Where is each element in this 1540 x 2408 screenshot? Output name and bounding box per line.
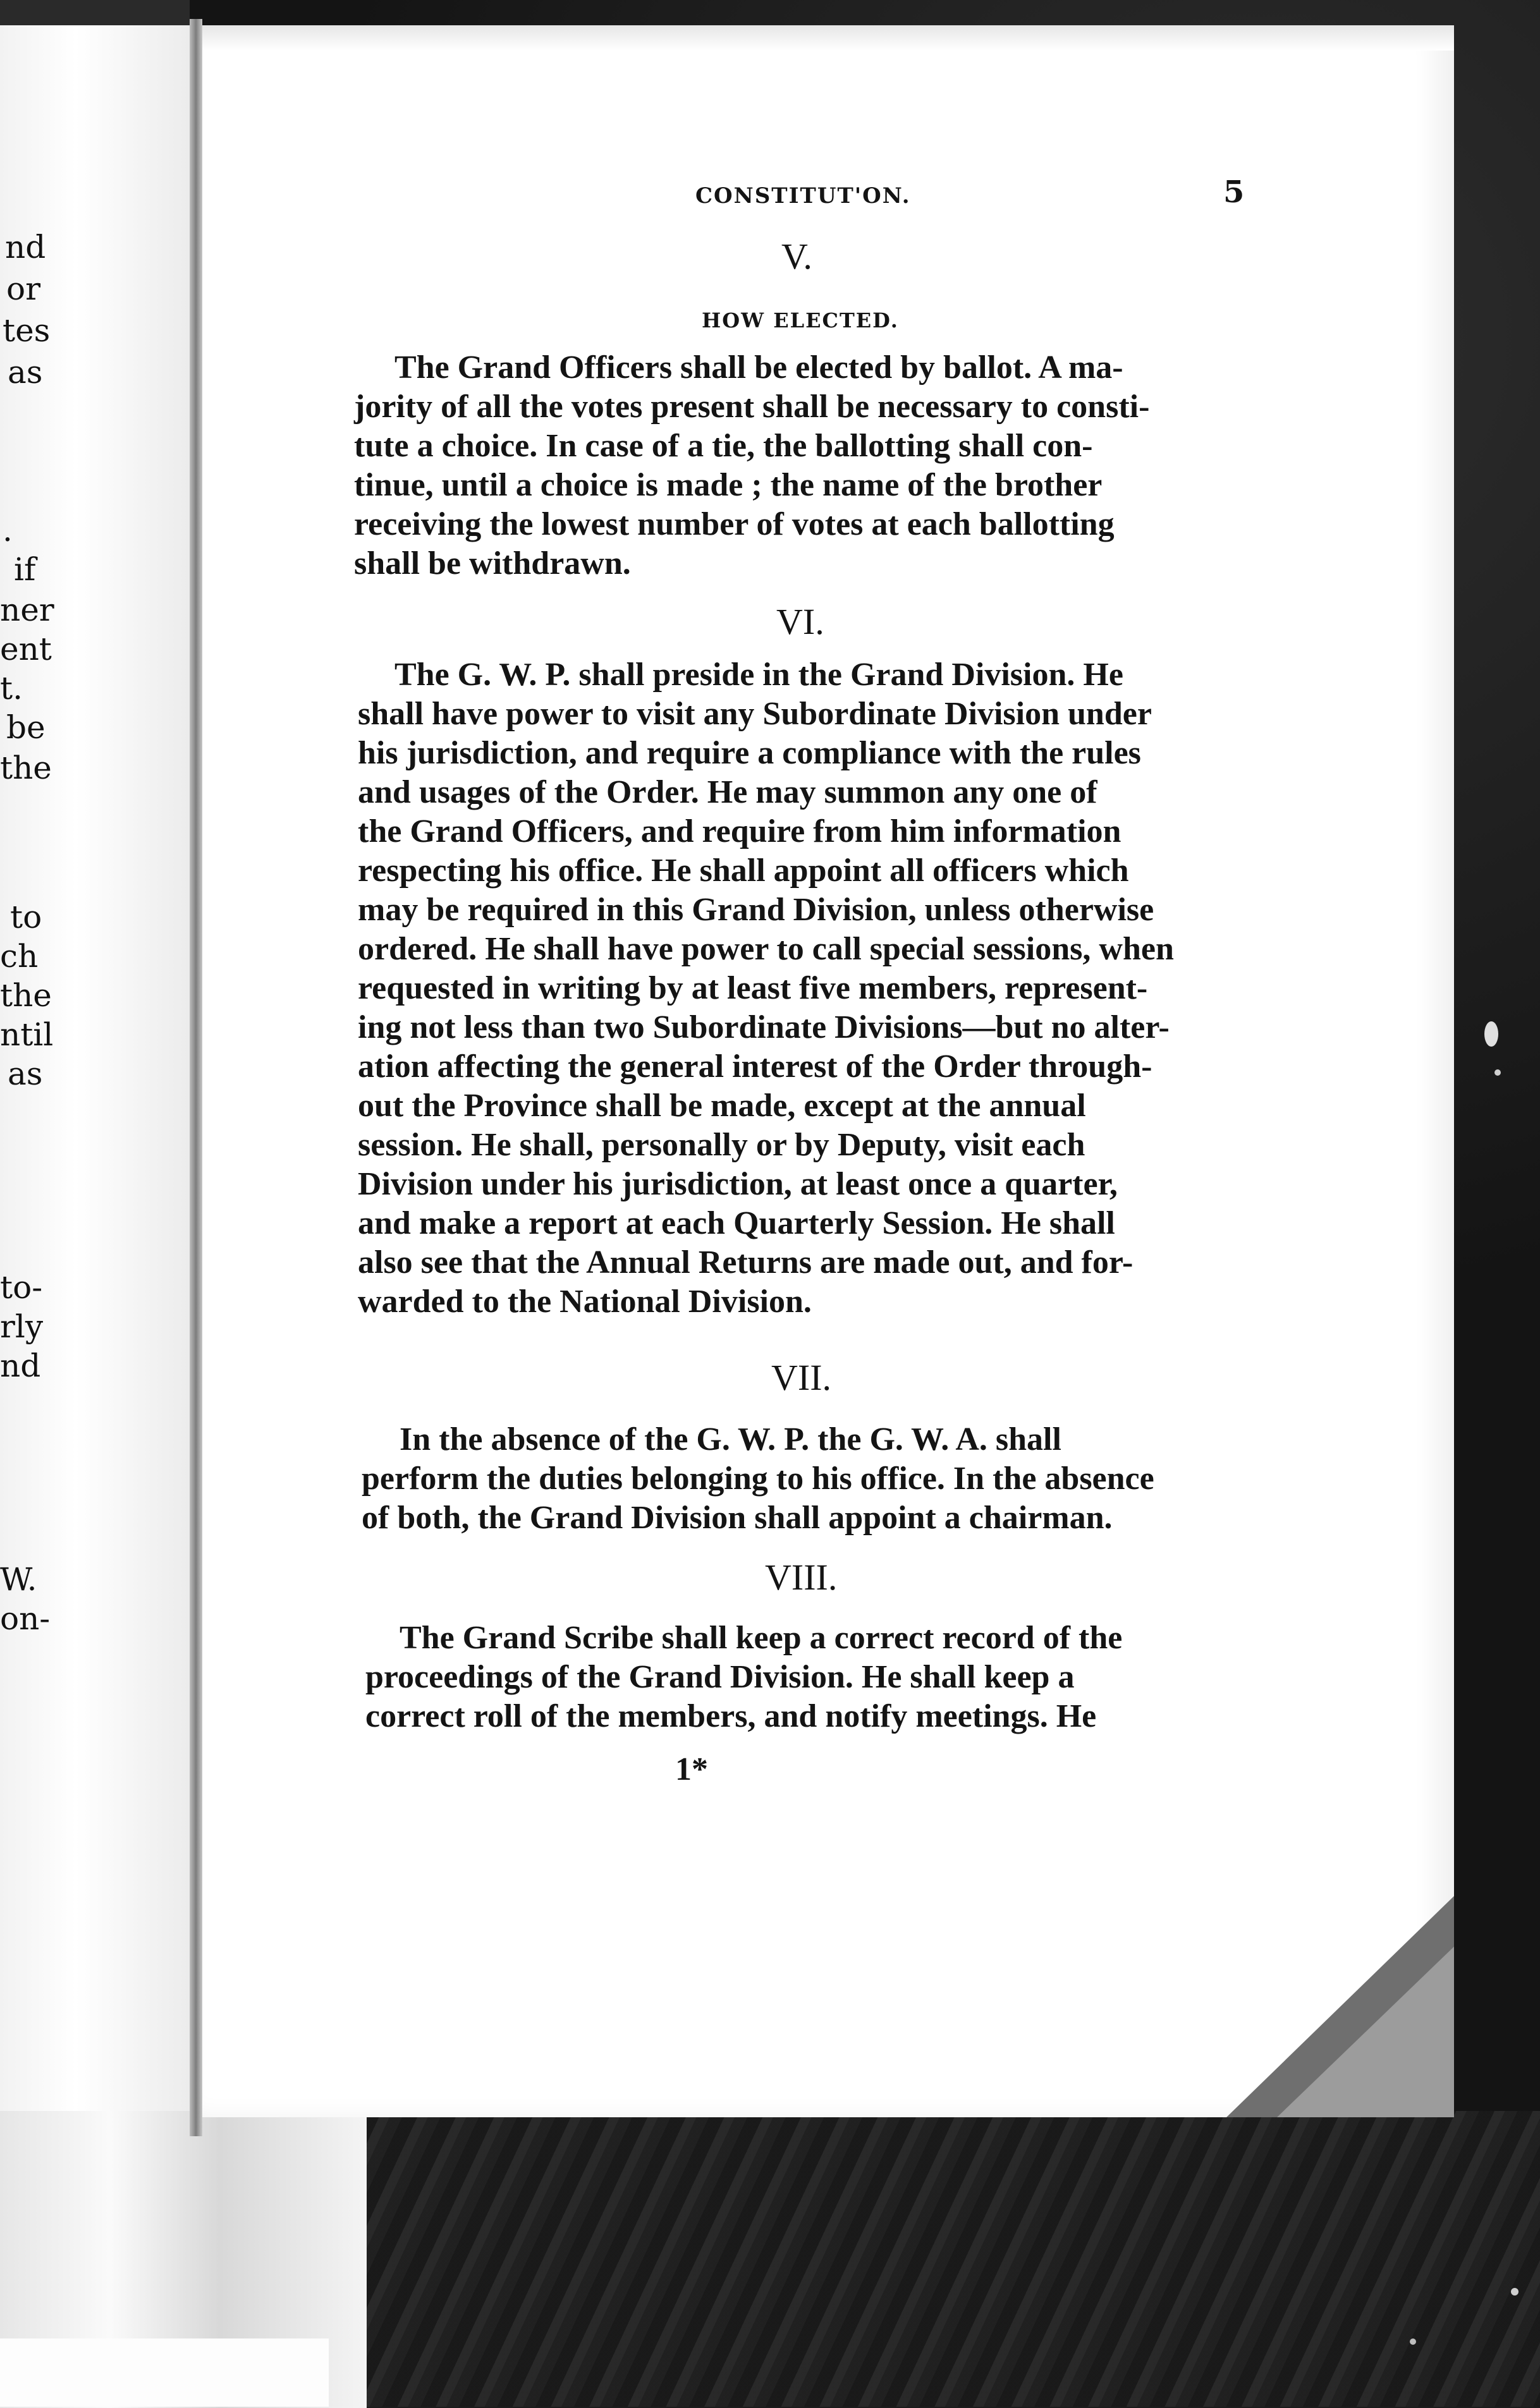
text-line: receiving the lowest number of votes at each ballotting — [354, 506, 1115, 542]
left-fragment: W. — [0, 1561, 37, 1598]
scan-speck — [1484, 1021, 1498, 1047]
left-fragment: nd — [0, 1347, 41, 1384]
running-head: CONSTITUT'ON. — [695, 183, 911, 209]
text-line: perform the duties belonging to his office. In the absence — [362, 1461, 1154, 1497]
scanner-background-texture — [354, 2111, 1540, 2407]
page-top-shadow — [202, 25, 1454, 51]
article-number: VI. — [776, 601, 824, 642]
left-fragment: the — [0, 977, 52, 1014]
text-line: proceedings of the Grand Division. He shall keep a — [365, 1659, 1075, 1695]
left-fragment: as — [8, 1055, 43, 1092]
text-line: also see that the Annual Returns are made out, and for- — [358, 1244, 1134, 1280]
text-line: The G. W. P. shall preside in the Grand Division. He — [394, 657, 1123, 693]
text-line: In the absence of the G. W. P. the G. W. A. shall — [400, 1421, 1061, 1457]
signature-mark: 1* — [675, 1751, 708, 1787]
left-fragment: to — [10, 899, 42, 935]
text-line: tinue, until a choice is made ; the name of the brother — [354, 467, 1103, 503]
left-fragment: as — [8, 354, 43, 391]
left-fragment: ner — [0, 592, 54, 628]
article-number: VIII. — [765, 1557, 838, 1598]
left-fragment: t. — [0, 670, 23, 707]
left-fragment: be — [6, 709, 46, 746]
scan-speck — [1410, 2338, 1416, 2345]
text-line: warded to the National Division. — [358, 1284, 812, 1320]
text-line: his jurisdiction, and require a compliance with the rules — [358, 735, 1141, 771]
left-fragment: on- — [0, 1600, 51, 1637]
left-fragment: tes — [3, 312, 51, 349]
left-fragment: to- — [0, 1269, 43, 1306]
text-line: ation affecting the general interest of the Order through- — [358, 1049, 1152, 1085]
text-line: ordered. He shall have power to call special sessions, when — [358, 931, 1174, 967]
text-line: The Grand Scribe shall keep a correct record of the — [400, 1620, 1123, 1656]
text-line: out the Province shall be made, except at the annual — [358, 1088, 1086, 1124]
text-line: may be required in this Grand Division, unless otherwise — [358, 892, 1154, 928]
text-line: Division under his jurisdiction, at least once a quarter, — [358, 1166, 1118, 1202]
text-line: shall have power to visit any Subordinate Division under — [358, 696, 1152, 732]
text-line: correct roll of the members, and notify meetings. He — [365, 1698, 1097, 1734]
left-fragment: ntil — [0, 1016, 54, 1053]
text-line: the Grand Officers, and require from him information — [358, 813, 1121, 849]
left-fragment: ent — [0, 631, 52, 667]
left-fragment: nd — [5, 229, 46, 265]
left-fragment: or — [6, 271, 41, 307]
article-number: V. — [781, 236, 812, 277]
left-page-bottom-strip — [0, 2338, 329, 2407]
left-fragment: the — [0, 750, 52, 786]
scan-speck — [1494, 1069, 1501, 1076]
text-line: and usages of the Order. He may summon any one of — [358, 774, 1097, 810]
text-line: session. He shall, personally or by Deputy, visit each — [358, 1127, 1085, 1163]
left-fragment: rly — [0, 1308, 44, 1345]
text-line: and make a report at each Quarterly Session. He shall — [358, 1205, 1115, 1241]
left-fragment: . — [3, 512, 13, 549]
article-subhead: HOW ELECTED. — [702, 308, 899, 332]
text-line: requested in writing by at least five members, represent- — [358, 970, 1148, 1006]
folded-corner-highlight — [1277, 1947, 1454, 2117]
text-line: jority of all the votes present shall be necessary to consti- — [354, 389, 1150, 425]
article-number: VII. — [771, 1357, 832, 1398]
text-line: respecting his office. He shall appoint all officers which — [358, 853, 1129, 889]
left-page-top-shadow — [0, 0, 190, 25]
text-line: tute a choice. In case of a tie, the ballotting shall con- — [354, 428, 1093, 464]
book-spine — [190, 19, 202, 2136]
text-line: of both, the Grand Division shall appoint a chairman. — [362, 1500, 1113, 1536]
left-fragment: ch — [0, 938, 39, 975]
page-number: 5 — [1223, 174, 1245, 210]
scan-speck — [1511, 2288, 1519, 2296]
text-line: The Grand Officers shall be elected by ballot. A ma- — [394, 350, 1123, 386]
text-line: shall be withdrawn. — [354, 545, 631, 581]
text-line: ing not less than two Subordinate Divisions—but no alter- — [358, 1009, 1170, 1045]
left-fragment: if — [14, 551, 36, 588]
